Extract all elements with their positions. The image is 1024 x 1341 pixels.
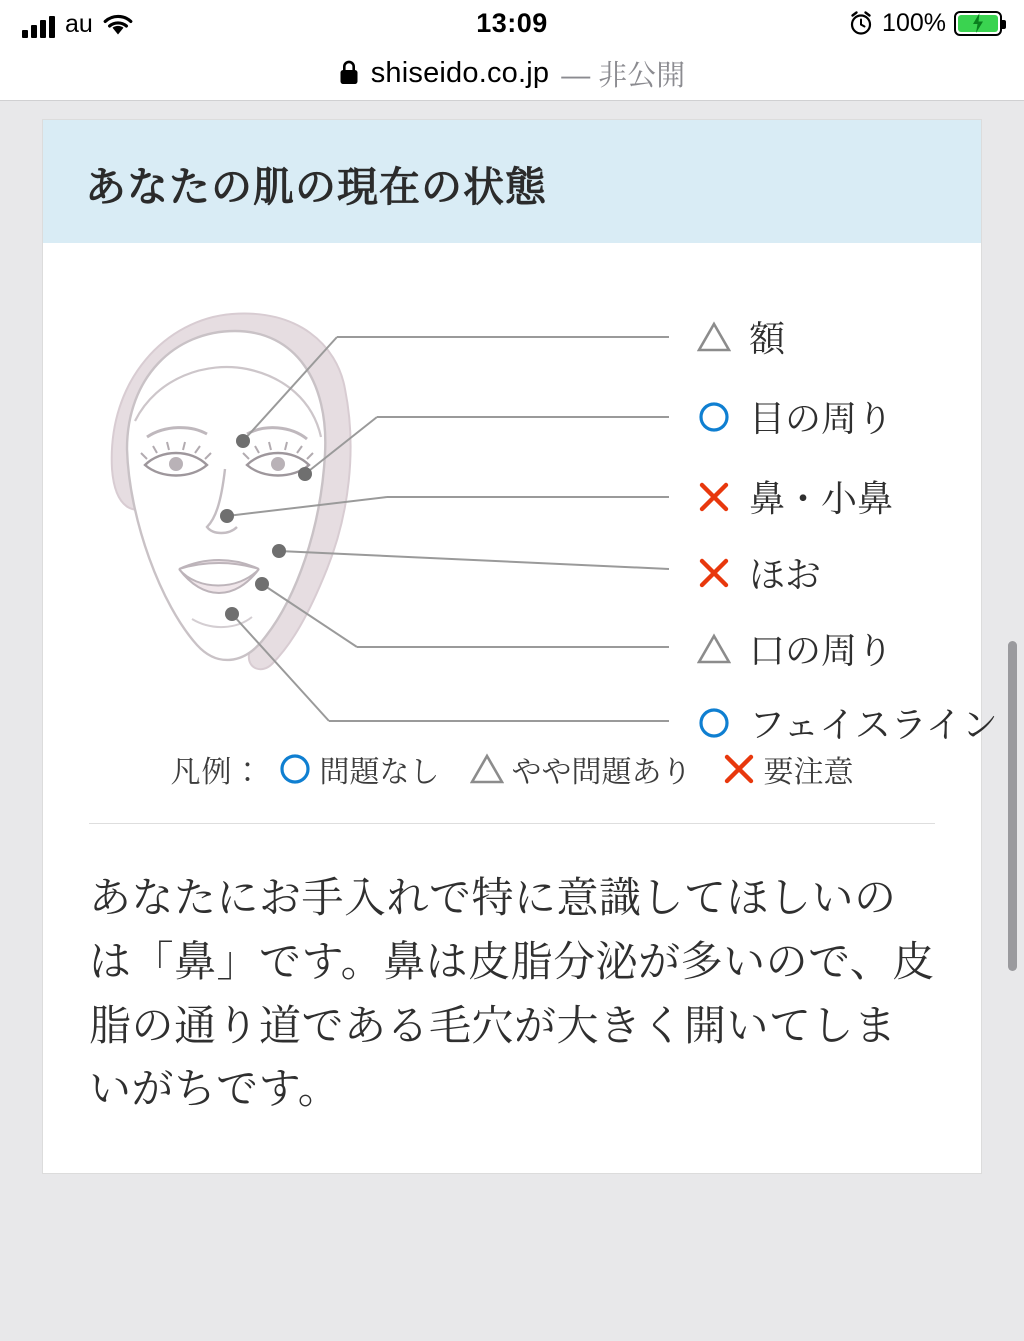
triangle-mark-icon [470,752,504,786]
page-content [0,101,1024,1341]
card-body [43,243,998,1173]
legend-item-label: 要注意 [763,756,854,789]
circle-mark-icon [697,400,731,434]
status-bar [0,0,1024,46]
page-title: あなたの肌の現在の状態 [85,164,547,210]
zone-row-nose [697,471,893,522]
skin-status-card [42,119,998,1174]
zone-label: ほお [749,554,822,595]
url-suffix: — 非公開 [561,59,686,92]
page-scrollbar[interactable] [1008,641,1017,971]
legend-item-warning [722,747,854,791]
legend-item-label: 問題なし [319,756,440,789]
zone-row-face-line [697,697,998,748]
zone-label: 口の周り [749,630,894,671]
zone-label: 目の周り [749,398,894,439]
url-domain: shiseido.co.jp [370,56,550,89]
advice-text: あなたにお手入れで特に意識してほしいのは「鼻」です。鼻は皮脂分泌が多いので、皮脂の通り道である毛穴が大きく開いてしまいがちです。 [89,874,935,1113]
circle-mark-icon [697,706,731,740]
cross-mark-icon [697,480,731,514]
legend-item-ok [278,747,440,791]
carrier-label: au [65,10,93,38]
zone-label: 額 [749,318,786,359]
cross-mark-icon [697,556,731,590]
cross-mark-icon [722,752,756,786]
zone-label: 鼻・小鼻 [749,478,894,519]
legend-item-minor [470,747,692,791]
battery-percent: 100% [882,8,946,37]
zone-row-eye-area [697,391,893,442]
face-zone-diagram [57,269,998,745]
legend [43,747,981,817]
legend-label: 凡例： [170,756,264,789]
card-header [43,120,981,243]
triangle-mark-icon [697,320,731,354]
legend-item-label: やや問題あり [511,756,692,789]
lock-icon [339,60,359,86]
browser-address-bar[interactable] [0,46,1024,101]
zone-row-mouth-area [697,623,893,674]
zone-label: フェイスライン [749,704,998,745]
circle-mark-icon [278,752,312,786]
zone-row-cheek [697,547,821,598]
triangle-mark-icon [697,632,731,666]
battery-charging-icon [954,11,1002,36]
clock: 13:09 [476,7,548,38]
zone-row-forehead [697,311,785,362]
